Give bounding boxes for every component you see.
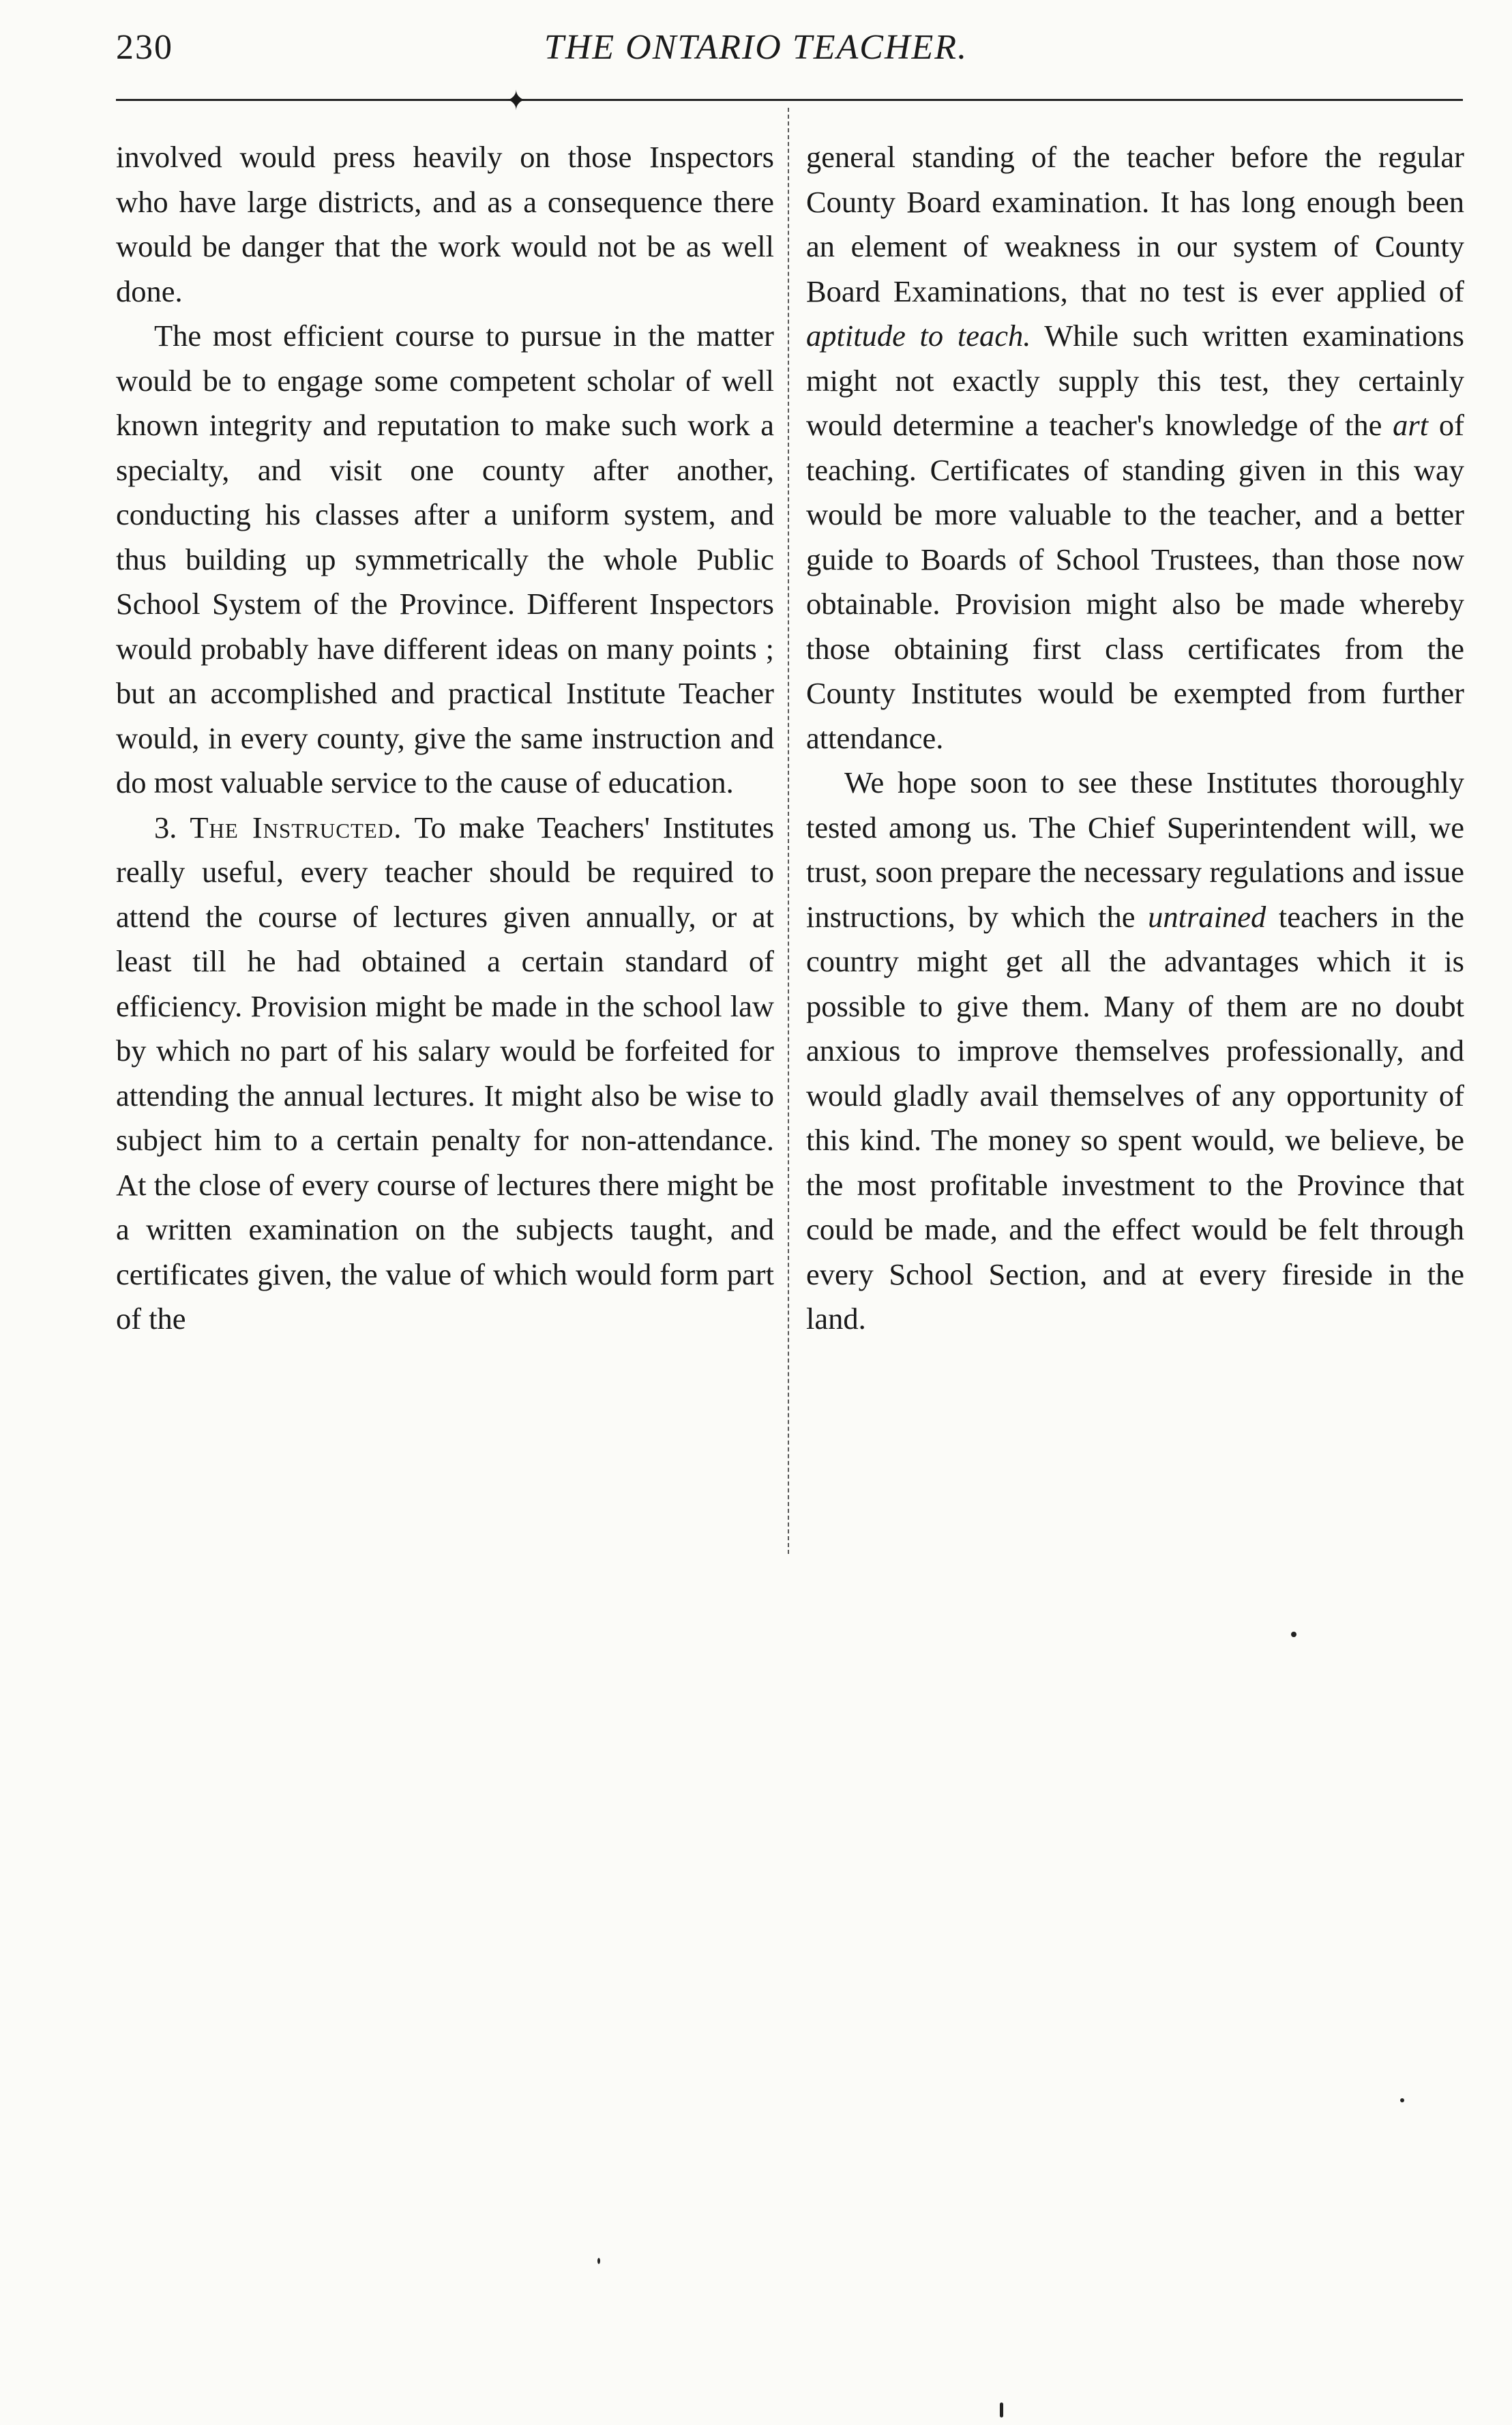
- left-column: [116, 135, 774, 1342]
- text-run: general standing of the teacher before the regular County Board examination. It has long enough been an element of weakness in our system of County Board Examinations, that no test is ever applied of: [806, 140, 1464, 308]
- left-paragraph-3: [116, 806, 774, 1342]
- left-paragraph-2: The most efficient course to pursue in the matter would be to engage some competent scholar of well known integrity and reputation to make such work a specialty, and visit one county after another, conducting his classes after a uniform system, and thus building up symmetrically the whole Public School System of the Province. Different Inspectors would probably have different ideas on many points ; but an accomplished and practical Institute Teacher would, in every county, give the same instruction and do most valuable service to the cause of education.: [116, 319, 774, 799]
- page-number: 230: [116, 28, 173, 67]
- header-rule: [116, 99, 1463, 101]
- right-paragraph-2: [806, 761, 1464, 1342]
- right-paragraph-1: [806, 135, 1464, 761]
- text-run: of teaching. Certificates of standing given in this way would be more valuable to the teacher, and a better guide to Boards of School Trustees, than those now obtainable. Provision might also be made whereby those obtaining first class certificates from the County Institutes would be exempted from further attendance.: [806, 408, 1464, 755]
- section-body: To make Teachers' Institutes really useful, every teacher should be required to attend the course of lectures given annually, or at least till he had obtained a certain standard of efficiency. Provision might be made in the school law by which no part of his salary would be forfeited for attending the annual lectures. It might also be wise to subject him to a certain penalty for non-attendance. At the close of every course of lectures there might be a written examination on the subjects taught, and certificates given, the value of which would form part of the: [116, 810, 775, 1336]
- section-number: 3.: [154, 810, 177, 844]
- emphasis-art: art: [1393, 408, 1429, 442]
- text-run: We hope soon to see these Institutes thoroughly tested among us. The Chief Superintendent will, we trust, soon prepare the necessary regulations and issue instructions, by which the: [806, 765, 1464, 934]
- right-column: [806, 135, 1464, 1342]
- scan-speck: [597, 2258, 600, 2264]
- text-run: While such written examinations might not exactly supply this test, they certainly would determine a teacher's knowledge of the: [806, 319, 1464, 442]
- text-run: teachers in the country might get all the advantages which it is possible to give them. Many of them are no doubt anxious to improve themselves professionally, and would gladly avail themselves of any opportunity of this kind. The money so spent would, we believe, be the most profitable investment to the Province that could be made, and the effect would be felt through every School Section, and at every fireside in the land.: [806, 899, 1464, 1336]
- header-ornament-icon: ✦: [505, 85, 528, 116]
- left-paragraph-1: involved would press heavily on those Inspectors who have large districts, and as a consequence there would be danger that the work would not be as well done.: [116, 140, 774, 308]
- running-title: THE ONTARIO TEACHER.: [544, 28, 968, 67]
- emphasis-aptitude: aptitude to teach.: [806, 319, 1031, 353]
- scan-speck: [1291, 1632, 1296, 1637]
- section-heading: The Instructed.: [190, 810, 402, 844]
- column-divider: [788, 108, 789, 1554]
- emphasis-untrained: untrained: [1148, 899, 1266, 934]
- scan-speck: [1400, 2098, 1404, 2102]
- scan-speck: [1000, 2402, 1003, 2417]
